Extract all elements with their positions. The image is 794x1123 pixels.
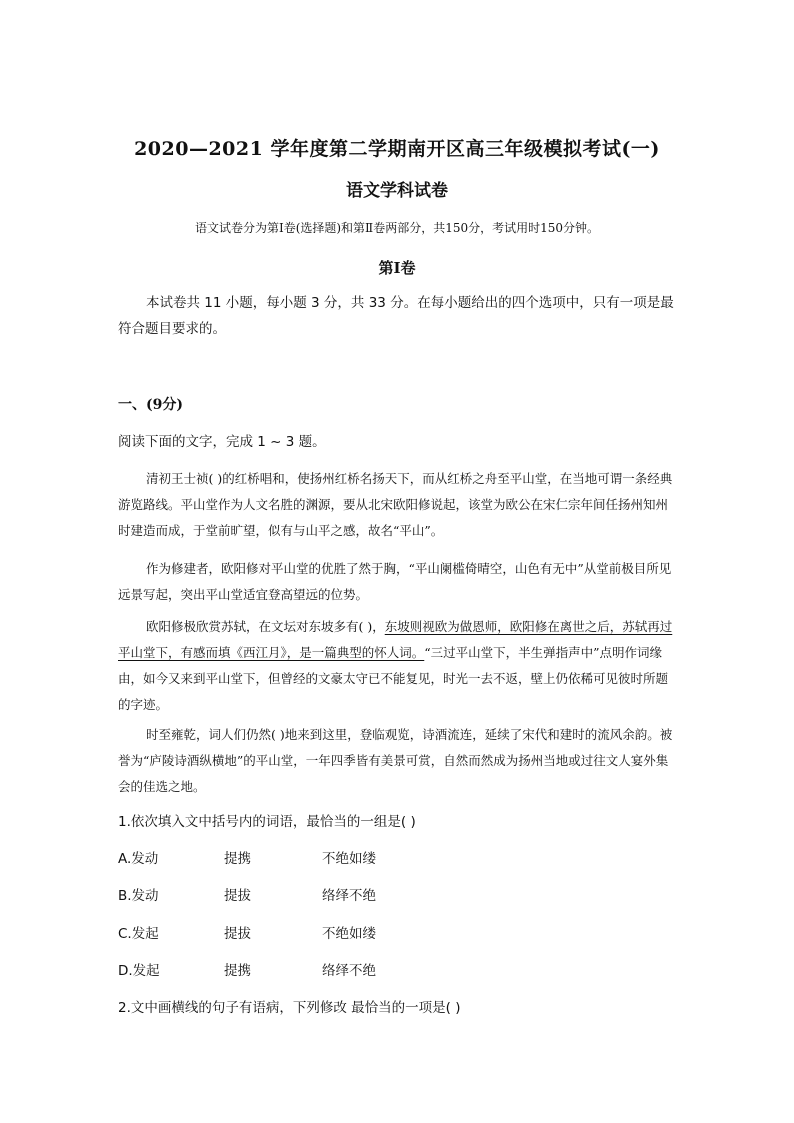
option-word: 不绝如缕 [322, 926, 376, 942]
passage-text: “三过平山堂下，半生弹指声中”点明作词缘由，如今又来到平山堂下，但曾经的文豪太守已不能复见，时光一去不返，壁上仍依稀可见彼时所题的字迹。 [118, 645, 669, 712]
option-d [118, 959, 674, 979]
option-c [118, 922, 674, 942]
section-heading: 一、(9分) [118, 397, 183, 413]
passage-paragraph-2: 作为修建者，欧阳修对平山堂的优胜了然于胸，“平山阑槛倚晴空，山色有无中”从堂前极目所见远景写起，突出平山堂适宜登高望远的位势。 [118, 561, 672, 602]
section-instruction: 阅读下面的文字，完成 1 ~ 3 题。 [118, 434, 326, 450]
option-label: D.发起 [118, 963, 160, 979]
option-label: A.发动 [118, 851, 159, 867]
exam-title: 2020—2021 学年度第二学期南开区高三年级模拟考试(一) [134, 138, 660, 160]
underlined-sentence: 东坡则视欧为做恩师，欧阳修在离世之后，苏轼再过平山堂下，有感而填《西江月》，是一篇典型的怀人词。 [118, 619, 673, 660]
exam-note: 语文试卷分为第Ⅰ卷(选择题)和第Ⅱ卷两部分，共150分，考试用时150分钟。 [194, 221, 600, 235]
option-label: B.发动 [118, 888, 159, 904]
subject-title: 语文学科试卷 [346, 181, 448, 201]
option-label: C.发起 [118, 926, 159, 942]
option-word: 提携 [224, 963, 251, 979]
option-word: 络绎不绝 [322, 963, 376, 979]
option-word: 络绎不绝 [322, 888, 376, 904]
passage-paragraph-1: 清初王士祯( )的红桥唱和，使扬州红桥名扬天下，而从红桥之舟至平山堂，在当地可谓一条经典游览路线。平山堂作为人文名胜的渊源，要从北宋欧阳修说起，该堂为欧公在宋仁宗年间任扬州知州时建造而成，于堂前旷望，似有与山平之感，故名“平山”。 [118, 471, 673, 538]
option-word: 不绝如缕 [322, 851, 376, 867]
question-1: 1.依次填入文中括号内的词语，最恰当的一组是( ) [118, 814, 416, 830]
passage-paragraph-4: 时至雍乾，词人们仍然( )地来到这里，登临观览，诗酒流连，延续了宋代和建时的流风余韵。被誉为“庐陵诗酒纵横地”的平山堂，一年四季皆有美景可赏，自然而然成为扬州当地或过往文人宴外集会的佳选之地。 [118, 727, 673, 794]
volume-intro: 本试卷共 11 小题，每小题 3 分，共 33 分。在每小题给出的四个选项中，只有一项是最符合题目要求的。 [118, 295, 674, 337]
passage-paragraph-3 [118, 614, 674, 718]
option-a [118, 847, 674, 867]
option-b [118, 884, 674, 904]
passage-text: 欧阳修极欣赏苏轼，在文坛对东坡多有( )， [146, 619, 385, 634]
option-word: 提拔 [224, 926, 251, 942]
volume-title: 第Ⅰ卷 [378, 259, 416, 277]
option-word: 提携 [224, 851, 251, 867]
option-word: 提拔 [224, 888, 251, 904]
question-2: 2.文中画横线的句子有语病，下列修改 最恰当的一项是( ) [118, 1000, 461, 1016]
